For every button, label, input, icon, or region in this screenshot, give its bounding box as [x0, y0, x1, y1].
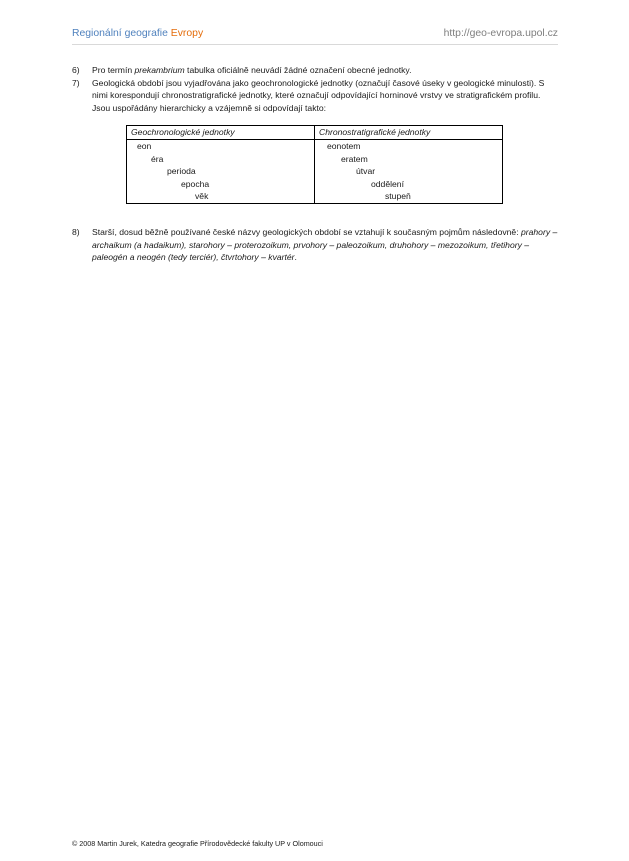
page-content [72, 64, 558, 264]
item-8-text-before: Starší, dosud běžně používané české názvy geologických období se vztahují k současným pojmům následovně: [92, 226, 521, 237]
list-item-8 [72, 226, 558, 264]
item-6-text-before: Pro termín [92, 65, 135, 75]
item-6-term: prekambrium [134, 65, 185, 75]
item-8-text-after: . [294, 252, 297, 263]
table-cell-chronostratigraphic [315, 139, 503, 203]
table-header-row [127, 126, 503, 140]
list-item-number: 7) [72, 77, 80, 88]
unit-level-4: epocha [181, 178, 210, 189]
table-cell-geochronologic [127, 139, 315, 203]
table-row [127, 139, 503, 203]
list-item-number: 8) [72, 226, 80, 237]
unit-level-2: eratem [341, 153, 368, 164]
unit-level-2: éra [151, 153, 164, 164]
header-url[interactable]: http://geo-evropa.upol.cz [443, 28, 558, 39]
unit-level-1: eonotem [327, 140, 361, 151]
list-item-6 [72, 64, 558, 77]
unit-level-4: oddělení [371, 178, 404, 189]
unit-level-1: eon [137, 140, 152, 151]
unit-level-3: útvar [356, 166, 376, 177]
unit-level-5: stupeň [385, 191, 411, 202]
item-8-terms: prahory – archaikum (a hadaikum), starohory – proterozoikum, prvohory – paleozoikum, druhohory – mezozoikum, třetihory – paleogén a neogén (tedy terciér), čtvrtohory – kvartér [92, 226, 558, 263]
page-footer: © 2008 Martin Jurek, Katedra geografie Přírodovědecké fakulty UP v Olomouci [72, 839, 323, 848]
list-item-7 [72, 77, 558, 115]
table-header-chronostratigraphic: Chronostratigrafické jednotky [315, 126, 503, 140]
page-header [72, 28, 558, 44]
unit-level-3: perioda [167, 166, 196, 177]
list-item-text [92, 226, 558, 264]
geologic-units-table [126, 125, 503, 204]
item-6-text-after: tabulka oficiálně neuvádí žádné označení obecné jednotky. [184, 65, 412, 75]
list-item-text: Geologická období jsou vyjadřována jako geochronologické jednotky (označují časové úseky v geologické minulosti). S nimi korespondují chronostratigrafické jednotky, které označují odpovídající horninové vrstvy ve stratigrafickém profilu. Jsou uspořádány hierarchicky a vzájemně si odpovídají takto: [92, 77, 545, 113]
table-header-geochronologic: Geochronologické jednotky [127, 126, 315, 140]
list-item-number: 6) [72, 65, 80, 75]
header-divider [72, 44, 558, 45]
header-title-part2: Evropy [170, 28, 204, 39]
header-title [72, 28, 203, 39]
unit-level-5: věk [195, 191, 209, 202]
list-item-text [92, 64, 558, 77]
header-title-part1: Regionální geografie [72, 28, 168, 39]
